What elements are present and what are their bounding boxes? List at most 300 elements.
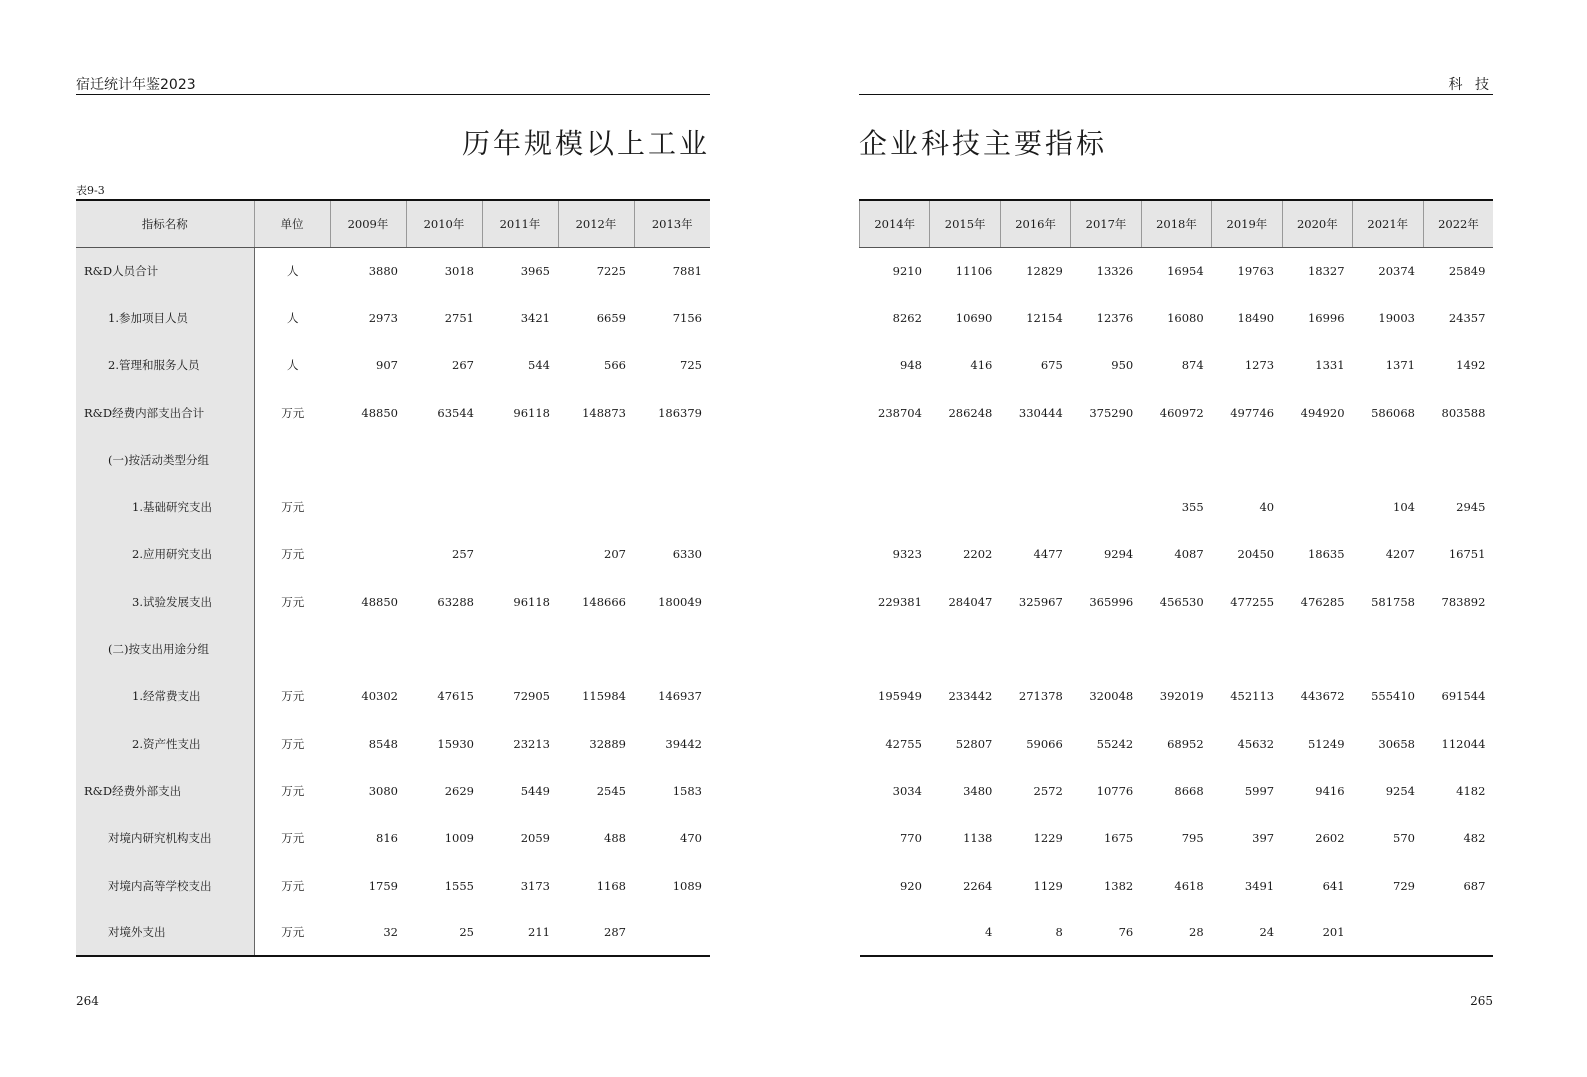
value-cell: 12829 (1026, 263, 1063, 278)
value-cell: 7881 (672, 263, 702, 278)
value-cell: 950 (1111, 358, 1134, 373)
unit-cell: 万元 (281, 689, 305, 704)
value-cell: 3018 (444, 263, 474, 278)
left-running-head: 宿迁统计年鉴2023 (76, 77, 196, 93)
value-cell: 32889 (589, 736, 626, 751)
value-cell (634, 436, 710, 483)
value-cell: 104 (1393, 500, 1415, 515)
value-cell: 284047 (948, 594, 993, 609)
value-cell (1282, 625, 1352, 672)
value-cell (930, 625, 1000, 672)
value-cell: 675 (1040, 358, 1063, 373)
value-cell: 581758 (1371, 594, 1415, 609)
value-cell (1423, 625, 1493, 672)
value-cell: 10776 (1096, 783, 1134, 798)
table-row (76, 436, 710, 483)
unit-cell: 万元 (281, 405, 305, 420)
value-cell: 4618 (1174, 878, 1204, 893)
value-cell: 25849 (1448, 263, 1486, 278)
left-header-rule (76, 94, 710, 95)
value-cell: 28 (1141, 909, 1211, 956)
value-cell: 874 (1181, 358, 1204, 373)
value-cell (634, 483, 710, 530)
indicator-name: 2.资产性支出 (76, 720, 254, 767)
value-cell: 8 (1000, 909, 1070, 956)
value-cell: 691544 (1441, 689, 1486, 704)
value-cell: 477255 (1230, 594, 1275, 609)
value-cell (330, 531, 406, 578)
unit-cell: 人 (287, 310, 299, 325)
value-cell: 5997 (1244, 783, 1275, 798)
unit-cell: 人 (287, 358, 299, 373)
value-cell: 4207 (1385, 547, 1415, 562)
column-header: 2013年 (634, 200, 710, 247)
value-cell: 456530 (1159, 594, 1204, 609)
value-cell: 330444 (1018, 405, 1063, 420)
unit-cell: 万元 (281, 500, 305, 515)
column-header: 2016年 (1000, 200, 1070, 247)
value-cell (1141, 625, 1211, 672)
indicator-name: 对境内高等学校支出 (76, 862, 254, 909)
column-header: 单位 (254, 200, 330, 247)
table-row (76, 862, 710, 909)
indicator-name: 对境内研究机构支出 (76, 815, 254, 862)
value-cell: 72905 (513, 689, 550, 704)
value-cell: 16751 (1448, 547, 1486, 562)
value-cell: 96118 (513, 405, 550, 420)
value-cell: 2264 (963, 878, 993, 893)
value-cell: 4477 (1033, 547, 1063, 562)
value-cell: 9254 (1385, 783, 1415, 798)
value-cell: 783892 (1441, 594, 1486, 609)
value-cell: 30658 (1378, 736, 1415, 751)
table-row (76, 815, 710, 862)
value-cell: 11106 (955, 263, 993, 278)
value-cell (634, 909, 710, 956)
value-cell (1212, 625, 1282, 672)
unit-cell: 万元 (281, 594, 305, 609)
value-cell (1423, 436, 1493, 483)
value-cell: 325967 (1018, 594, 1063, 609)
value-cell: 186379 (658, 405, 702, 420)
right-data-table (859, 199, 1493, 957)
value-cell: 443672 (1300, 689, 1345, 704)
unit-cell: 万元 (281, 736, 305, 751)
value-cell: 3080 (368, 783, 398, 798)
value-cell: 3491 (1244, 878, 1275, 893)
value-cell: 1129 (1033, 878, 1063, 893)
value-cell: 375290 (1089, 405, 1134, 420)
value-cell: 488 (604, 831, 626, 846)
right-running-head: 科 技 (1448, 77, 1493, 93)
value-cell (558, 625, 634, 672)
unit-cell (254, 625, 330, 672)
value-cell: 320048 (1089, 689, 1134, 704)
value-cell: 729 (1393, 878, 1415, 893)
value-cell (482, 483, 558, 530)
value-cell: 267 (452, 358, 474, 373)
value-cell: 816 (376, 831, 398, 846)
value-cell: 63544 (437, 405, 474, 420)
value-cell: 725 (680, 358, 702, 373)
indicator-name: R&D经费外部支出 (76, 767, 254, 814)
value-cell (1353, 625, 1423, 672)
value-cell: 1009 (444, 831, 474, 846)
value-cell: 3034 (892, 783, 922, 798)
table-row (76, 389, 710, 436)
column-header: 2009年 (330, 200, 406, 247)
value-cell: 115984 (582, 689, 626, 704)
value-cell: 4182 (1456, 783, 1486, 798)
value-cell: 452113 (1230, 689, 1275, 704)
table-row (860, 483, 1494, 530)
value-cell (1071, 436, 1141, 483)
value-cell: 570 (1393, 831, 1415, 846)
value-cell: 3480 (963, 783, 993, 798)
right-header-row (860, 200, 1494, 247)
value-cell (1212, 436, 1282, 483)
value-cell: 1492 (1456, 358, 1486, 373)
value-cell: 10690 (955, 310, 993, 325)
value-cell (558, 483, 634, 530)
table-row (860, 389, 1494, 436)
value-cell: 195949 (878, 689, 922, 704)
value-cell: 48850 (361, 594, 398, 609)
value-cell: 586068 (1371, 405, 1415, 420)
value-cell: 271378 (1018, 689, 1063, 704)
table-row (76, 294, 710, 341)
value-cell (1000, 436, 1070, 483)
value-cell: 2602 (1315, 831, 1345, 846)
value-cell: 3421 (520, 310, 550, 325)
value-cell (860, 909, 930, 956)
value-cell: 48850 (361, 405, 398, 420)
column-header: 2011年 (482, 200, 558, 247)
unit-cell: 万元 (254, 909, 330, 956)
value-cell (930, 436, 1000, 483)
right-page-title: 企业科技主要指标 (859, 127, 1108, 160)
column-header: 2020年 (1282, 200, 1352, 247)
value-cell: 63288 (437, 594, 474, 609)
column-header: 2010年 (406, 200, 482, 247)
value-cell: 12376 (1096, 310, 1134, 325)
right-header-rule (859, 94, 1493, 95)
left-page-number: 264 (76, 994, 99, 1008)
value-cell: 476285 (1300, 594, 1345, 609)
value-cell (1353, 436, 1423, 483)
value-cell: 23213 (513, 736, 550, 751)
value-cell: 40 (1259, 500, 1275, 515)
value-cell: 16996 (1307, 310, 1345, 325)
value-cell: 1273 (1244, 358, 1275, 373)
value-cell (634, 625, 710, 672)
table-row (860, 720, 1494, 767)
value-cell: 96118 (513, 594, 550, 609)
table-row (76, 483, 710, 530)
value-cell: 770 (899, 831, 922, 846)
indicator-name: 2.应用研究支出 (76, 531, 254, 578)
table-code: 表9-3 (76, 184, 105, 197)
value-cell: 1229 (1033, 831, 1063, 846)
table-row (76, 578, 710, 625)
value-cell: 365996 (1089, 594, 1134, 609)
table-row (76, 767, 710, 814)
value-cell: 19003 (1378, 310, 1415, 325)
value-cell: 9210 (892, 263, 922, 278)
value-cell: 9323 (892, 547, 922, 562)
value-cell: 45632 (1237, 736, 1275, 751)
value-cell: 8262 (892, 310, 922, 325)
value-cell: 32 (330, 909, 406, 956)
value-cell: 24357 (1448, 310, 1486, 325)
value-cell (1000, 483, 1070, 530)
value-cell: 7156 (672, 310, 702, 325)
left-page-title: 历年规模以上工业 (461, 127, 710, 160)
column-header: 2021年 (1353, 200, 1423, 247)
value-cell: 1555 (444, 878, 474, 893)
indicator-name: 2.管理和服务人员 (76, 342, 254, 389)
unit-cell: 万元 (281, 831, 305, 846)
indicator-name: R&D人员合计 (76, 247, 254, 294)
table-row (860, 625, 1494, 672)
value-cell: 4087 (1174, 547, 1204, 562)
value-cell: 2572 (1033, 783, 1063, 798)
value-cell (1000, 625, 1070, 672)
value-cell: 3173 (520, 878, 550, 893)
table-row (860, 436, 1494, 483)
value-cell: 16080 (1167, 310, 1204, 325)
value-cell: 42755 (885, 736, 922, 751)
indicator-name: (二)按支出用途分组 (76, 625, 254, 672)
value-cell: 39442 (665, 736, 702, 751)
value-cell: 2751 (444, 310, 474, 325)
column-header: 指标名称 (76, 200, 254, 247)
value-cell: 555410 (1371, 689, 1415, 704)
value-cell: 6330 (672, 547, 702, 562)
value-cell: 229381 (878, 594, 922, 609)
value-cell: 795 (1181, 831, 1204, 846)
left-data-table (76, 199, 710, 957)
value-cell: 641 (1322, 878, 1345, 893)
value-cell: 544 (528, 358, 550, 373)
value-cell: 286248 (948, 405, 993, 420)
value-cell (930, 483, 1000, 530)
value-cell: 687 (1463, 878, 1486, 893)
value-cell: 287 (558, 909, 634, 956)
value-cell: 416 (970, 358, 993, 373)
indicator-name: 对境外支出 (76, 909, 254, 956)
value-cell: 233442 (948, 689, 993, 704)
column-header: 2015年 (930, 200, 1000, 247)
table-row (76, 625, 710, 672)
value-cell: 18635 (1307, 547, 1345, 562)
column-header: 2012年 (558, 200, 634, 247)
table-row (860, 815, 1494, 862)
value-cell (330, 436, 406, 483)
value-cell: 2202 (963, 547, 993, 562)
table-row (860, 247, 1494, 294)
table-row (860, 909, 1494, 956)
value-cell: 482 (1463, 831, 1486, 846)
value-cell: 211 (482, 909, 558, 956)
value-cell: 15930 (437, 736, 474, 751)
value-cell: 146937 (658, 689, 702, 704)
value-cell: 18327 (1307, 263, 1345, 278)
value-cell (558, 436, 634, 483)
value-cell: 13326 (1096, 263, 1134, 278)
value-cell: 920 (899, 878, 922, 893)
value-cell (330, 625, 406, 672)
value-cell: 68952 (1167, 736, 1204, 751)
value-cell (860, 436, 930, 483)
column-header: 2014年 (860, 200, 930, 247)
left-table-body (76, 247, 710, 956)
value-cell: 1583 (672, 783, 702, 798)
indicator-name: (一)按活动类型分组 (76, 436, 254, 483)
value-cell (482, 625, 558, 672)
value-cell: 51249 (1307, 736, 1345, 751)
value-cell (860, 625, 930, 672)
value-cell: 1371 (1385, 358, 1415, 373)
indicator-name: 1.经常费支出 (76, 673, 254, 720)
value-cell: 238704 (878, 405, 922, 420)
value-cell: 397 (1252, 831, 1275, 846)
value-cell: 12154 (1026, 310, 1063, 325)
left-header-row (76, 200, 710, 247)
table-row (76, 673, 710, 720)
right-table-body (860, 247, 1494, 956)
value-cell: 18490 (1237, 310, 1275, 325)
value-cell: 2059 (520, 831, 550, 846)
value-cell (1423, 909, 1493, 956)
value-cell: 47615 (437, 689, 474, 704)
indicator-name: R&D经费内部支出合计 (76, 389, 254, 436)
value-cell: 566 (604, 358, 626, 373)
column-header: 2018年 (1141, 200, 1211, 247)
unit-cell: 万元 (281, 783, 305, 798)
value-cell: 2945 (1456, 500, 1486, 515)
value-cell (1353, 909, 1423, 956)
value-cell: 494920 (1300, 405, 1345, 420)
value-cell: 40302 (361, 689, 398, 704)
table-row (76, 720, 710, 767)
value-cell: 3880 (368, 263, 398, 278)
table-row (860, 767, 1494, 814)
value-cell (860, 483, 930, 530)
value-cell: 24 (1212, 909, 1282, 956)
value-cell: 2545 (596, 783, 626, 798)
value-cell (406, 625, 482, 672)
value-cell: 6659 (596, 310, 626, 325)
value-cell: 460972 (1159, 405, 1204, 420)
table-row (76, 247, 710, 294)
value-cell (1071, 483, 1141, 530)
value-cell (406, 483, 482, 530)
unit-cell: 万元 (281, 547, 305, 562)
value-cell: 1331 (1315, 358, 1345, 373)
value-cell (330, 483, 406, 530)
table-row (76, 909, 710, 956)
column-header: 2017年 (1071, 200, 1141, 247)
value-cell: 948 (899, 358, 922, 373)
table-row (76, 342, 710, 389)
indicator-name: 1.参加项目人员 (76, 294, 254, 341)
value-cell: 1675 (1103, 831, 1134, 846)
value-cell (482, 531, 558, 578)
value-cell: 803588 (1441, 405, 1486, 420)
value-cell: 8548 (368, 736, 398, 751)
value-cell: 148666 (582, 594, 626, 609)
value-cell (1282, 436, 1352, 483)
value-cell: 907 (376, 358, 398, 373)
value-cell: 52807 (955, 736, 993, 751)
right-page-number: 265 (1470, 994, 1493, 1008)
value-cell: 8668 (1174, 783, 1204, 798)
value-cell: 148873 (582, 405, 626, 420)
value-cell: 55242 (1096, 736, 1134, 751)
value-cell: 257 (452, 547, 474, 562)
indicator-name: 3.试验发展支出 (76, 578, 254, 625)
value-cell: 2629 (444, 783, 474, 798)
value-cell: 1759 (368, 878, 398, 893)
value-cell: 355 (1181, 500, 1204, 515)
value-cell: 497746 (1230, 405, 1275, 420)
value-cell: 25 (406, 909, 482, 956)
value-cell: 59066 (1026, 736, 1063, 751)
value-cell: 16954 (1167, 263, 1204, 278)
value-cell: 20374 (1378, 263, 1415, 278)
value-cell: 112044 (1441, 736, 1486, 751)
value-cell: 76 (1071, 909, 1141, 956)
value-cell: 207 (604, 547, 626, 562)
value-cell: 1382 (1103, 878, 1134, 893)
value-cell (406, 436, 482, 483)
value-cell: 5449 (520, 783, 550, 798)
unit-cell: 人 (287, 263, 299, 278)
value-cell: 201 (1282, 909, 1352, 956)
table-row (860, 294, 1494, 341)
value-cell: 4 (930, 909, 1000, 956)
value-cell: 3965 (520, 263, 550, 278)
table-row (860, 342, 1494, 389)
value-cell (1071, 625, 1141, 672)
indicator-name: 1.基础研究支出 (76, 483, 254, 530)
value-cell (482, 436, 558, 483)
value-cell: 20450 (1237, 547, 1275, 562)
value-cell: 180049 (658, 594, 702, 609)
value-cell (1141, 436, 1211, 483)
table-row (860, 673, 1494, 720)
value-cell (1282, 483, 1352, 530)
value-cell: 9416 (1315, 783, 1345, 798)
unit-cell: 万元 (281, 878, 305, 893)
value-cell: 19763 (1237, 263, 1275, 278)
table-row (860, 531, 1494, 578)
column-header: 2019年 (1212, 200, 1282, 247)
value-cell: 7225 (596, 263, 626, 278)
value-cell: 392019 (1159, 689, 1204, 704)
value-cell: 2973 (368, 310, 398, 325)
table-row (860, 578, 1494, 625)
table-row (860, 862, 1494, 909)
value-cell: 1138 (963, 831, 993, 846)
value-cell: 1089 (672, 878, 702, 893)
value-cell: 470 (680, 831, 702, 846)
column-header: 2022年 (1423, 200, 1493, 247)
unit-cell (254, 436, 330, 483)
value-cell: 9294 (1103, 547, 1134, 562)
value-cell: 1168 (596, 878, 626, 893)
